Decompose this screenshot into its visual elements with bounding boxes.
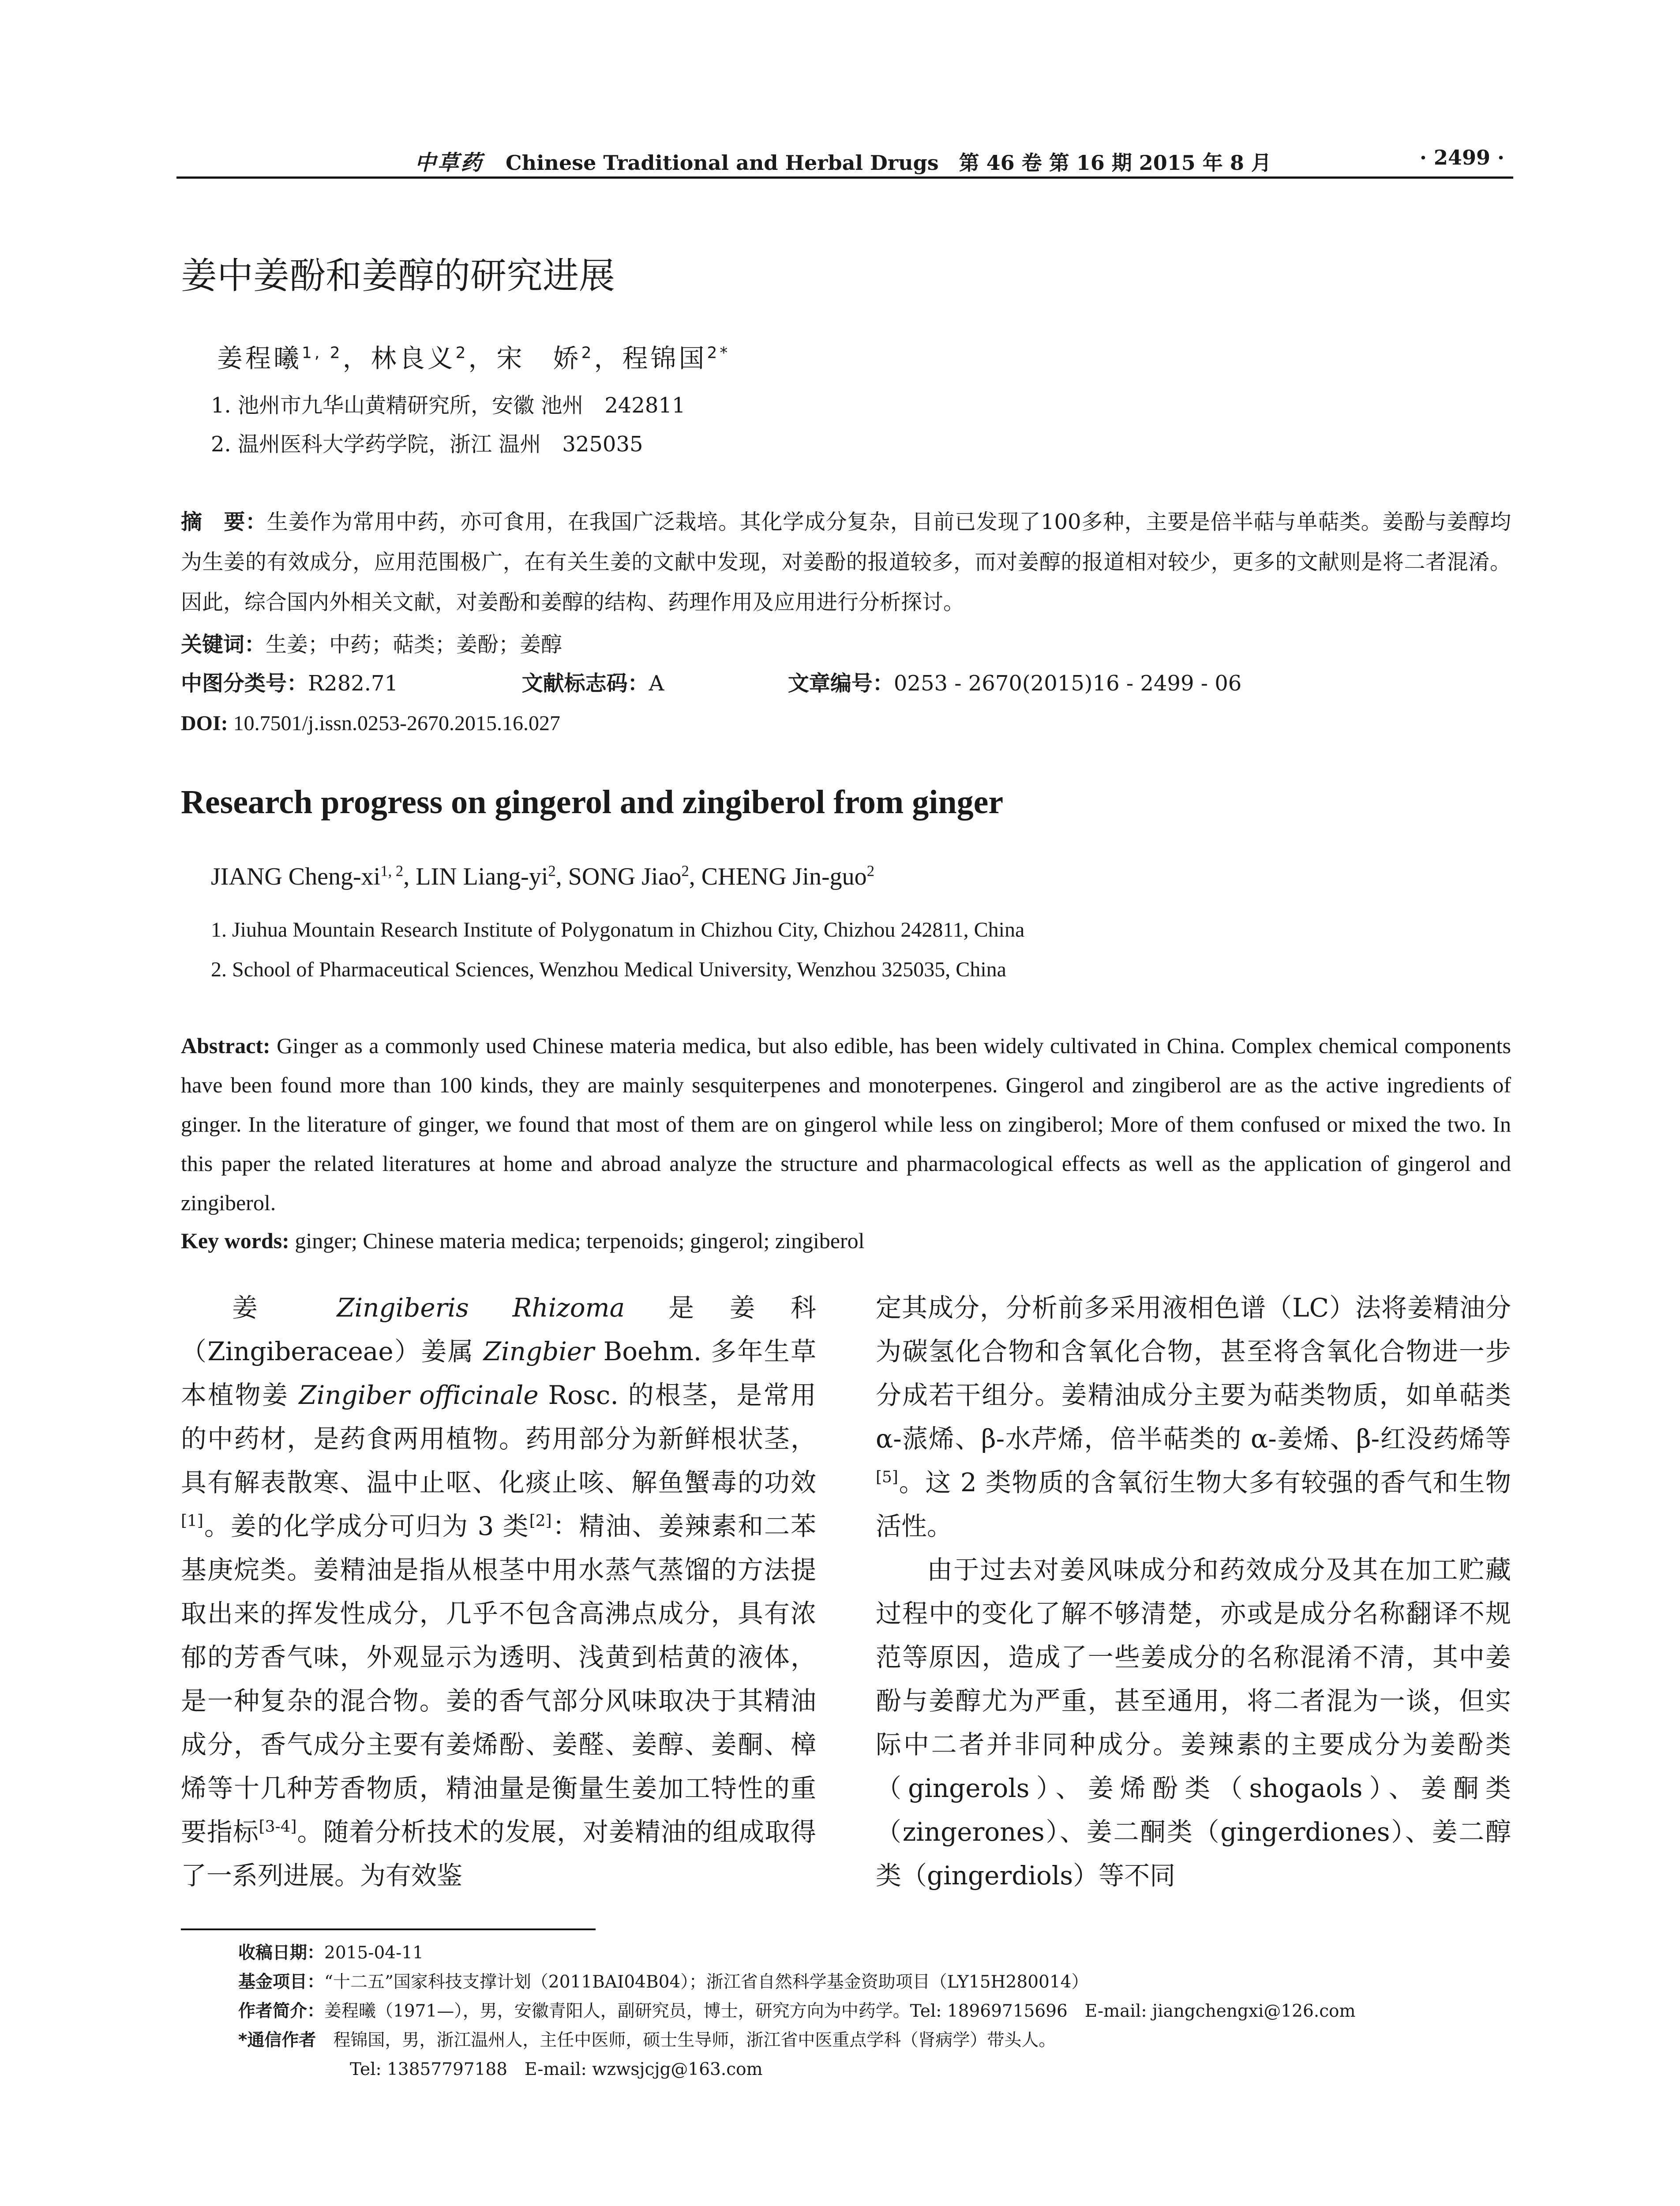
citation: [3-4] [259, 1817, 297, 1836]
running-header [176, 140, 1513, 176]
footnote-corresponding [238, 2026, 1518, 2055]
journal-name: Chinese Traditional and Herbal Drugs [506, 151, 939, 175]
doi-label: DOI: [181, 712, 228, 735]
footnote-corresponding-contact: Tel: 13857797188 E-mail: wzwsjcjg@163.com [350, 2060, 763, 2079]
body-text: Boehm. 多年生草本植物姜 [181, 1336, 816, 1410]
latin-name: Zingiber officinale [299, 1380, 539, 1410]
body-paragraph-continued [876, 1286, 1511, 1548]
body-column-right [876, 1286, 1511, 1898]
author-separator: ， [342, 343, 371, 373]
author-affiliation-mark: 2 [866, 862, 875, 880]
citation: [2] [529, 1512, 552, 1530]
footnote-author-bio [238, 1997, 1518, 2026]
doi-row [181, 703, 1511, 743]
author-name: 林良义 [371, 343, 456, 373]
header-rule [176, 176, 1513, 179]
author-affiliation-mark: 1, 2 [302, 344, 343, 362]
footnote-label: 作者简介： [238, 2001, 325, 2021]
issue-info: 第 46 卷 第 16 期 2015 年 8 月 [959, 151, 1271, 175]
affiliation-english-2: 2. School of Pharmaceutical Sciences, Wenzhou Medical University, Wenzhou 325035, China [211, 958, 1006, 981]
footnote-text: 2015-04-11 [324, 1943, 424, 1963]
footnote-fund [238, 1968, 1518, 1997]
page-number: · 2499 · [1419, 146, 1504, 169]
author-name: 宋 娇 [496, 343, 581, 373]
footnote-label: *通信作者 [238, 2030, 316, 2050]
abstract-label: 摘 要： [181, 510, 267, 534]
body-text: 是姜科（Zingiberaceae）姜属 [181, 1293, 816, 1366]
footnote-label: 基金项目： [238, 1972, 325, 1992]
footnotes [238, 1939, 1518, 2084]
author-separator: ， [594, 343, 622, 373]
classification-row [181, 664, 1511, 704]
affiliation-chinese-2: 2. 温州医科大学药学院，浙江 温州 325035 [211, 432, 643, 457]
document-code-label: 文献标志码： [521, 671, 649, 696]
clc-value: R282.71 [308, 671, 398, 696]
doi-value: 10.7501/j.issn.0253-2670.2015.16.027 [233, 712, 561, 735]
author-affiliation-mark: 2 [681, 862, 689, 880]
author-name: CHENG Jin-guo [701, 863, 867, 890]
body-paragraph: 由于过去对姜风味成分和药效成分及其在加工贮藏过程中的变化了解不够清楚，亦或是成分名称翻译不规范等原因，造成了一些姜成分的名称混淆不清，其中姜酚与姜醇尤为严重，甚至通用，将二者混为一谈，但实际中二者并非同种成分。姜辣素的主要成分为姜酚类（gingerols）、姜烯酚类（shogaols）、姜酮类（zingerones）、姜二酮类（gingerdiones）、姜二醇类（gingerdiols）等不同 [876, 1555, 1511, 1891]
body-text: ：精油、姜辣素和二苯基庚烷类。姜精油是指从根茎中用水蒸气蒸馏的方法提取出来的挥发性成分，几乎不包含高沸点成分，具有浓郁的芳香气味，外观显示为透明、浅黄到桔黄的液体，是一种复杂的混合物。姜的香气部分风味取决于其精油成分，香气成分主要有姜烯酚、姜醛、姜醇、姜酮、樟烯等十几种芳香物质，精油量是衡量生姜加工特性的重要指标 [181, 1511, 816, 1847]
keywords-label: 关键词： [181, 632, 266, 657]
body-text: 。这 2 类物质的含氧衍生物大多有较强的香气和生物活性。 [876, 1467, 1511, 1541]
document-code-value: A [649, 671, 664, 696]
keywords-text: 生姜；中药；萜类；姜酚；姜醇 [266, 632, 562, 657]
latin-name: Zingbier [483, 1336, 594, 1366]
abstract-english [181, 1026, 1511, 1223]
author-affiliation-mark: 1, 2 [380, 862, 404, 880]
abstract-chinese [181, 502, 1511, 625]
footnote-rule [181, 1928, 596, 1930]
abstract-text: 生姜作为常用中药，亦可食用，在我国广泛栽培。其化学成分复杂，目前已发现了100多种，主要是倍半萜与单萜类。姜酚与姜醇均为生姜的有效成分，应用范围极广，在有关生姜的文献中发现，对姜酚的报道较多，而对姜醇的报道相对较少，更多的文献则是将二者混淆。因此，综合国内外相关文献，对姜酚和姜醇的结构、药理作用及应用进行分析探讨。 [181, 510, 1511, 615]
keywords-label: Key words: [181, 1228, 289, 1253]
author-affiliation-mark: 2 [548, 862, 556, 880]
author-affiliation-mark: 2 [455, 344, 469, 362]
author-separator: ， [468, 343, 497, 373]
body-column-left [181, 1286, 816, 1898]
title-chinese: 姜中姜酚和姜醇的研究进展 [181, 255, 615, 297]
body-text: Rosc. 的根茎，是常用的中药材，是药食两用植物。药用部分为新鲜根状茎，具有解表散寒、温中止呕、化痰止咳、解鱼蟹毒的功效 [181, 1380, 816, 1497]
affiliation-english-1: 1. Jiuhua Mountain Research Institute of Polygonatum in Chizhou City, Chizhou 242811, China [211, 918, 1025, 942]
footnote-text: 姜程曦（1971—），男，安徽青阳人，副研究员，博士，研究方向为中药学。Tel: 18969715696 E-mail: jiangchengxi@126.com [324, 2001, 1356, 2021]
journal-logo: 中草药 [415, 150, 484, 175]
author-name: LIN Liang-yi [416, 863, 548, 890]
citation: [5] [876, 1468, 898, 1486]
citation: [1] [181, 1512, 203, 1530]
author-affiliation-mark: 2* [707, 344, 731, 362]
author-separator: , [555, 863, 568, 890]
body-text: 。随着分析技术的发展，对姜精油的组成取得了一系列进展。为有效鉴 [181, 1817, 816, 1891]
keywords-chinese [181, 625, 1511, 665]
authors-english [211, 863, 874, 891]
author-name: 姜程曦 [217, 343, 302, 373]
authors-chinese [217, 338, 730, 375]
footnote-text: “十二五”国家科技支撑计划（2011BAI04B04）；浙江省自然科学基金资助项目（LY15H280014） [324, 1972, 1089, 1992]
body-text: 。姜的化学成分可归为 3 类 [203, 1511, 529, 1541]
title-english: Research progress on gingerol and zingiberol from ginger [181, 784, 1004, 821]
author-separator: , [403, 863, 416, 890]
body-paragraph [181, 1286, 816, 1898]
author-name: 程锦国 [622, 343, 707, 373]
footnote-label: 收稿日期： [238, 1943, 325, 1963]
body-text: 定其成分，分析前多采用液相色谱（LC）法将姜精油分为碳氢化合物和含氧化合物，甚至将含氧化合物进一步分成若干组分。姜精油成分主要为萜类物质，如单萜类 α-蒎烯、β-水芹烯，倍半萜类的 α-姜烯、β-红没药烯等 [876, 1293, 1511, 1454]
abstract-text: Ginger as a commonly used Chinese materia medica, but also edible, has been widely cultivated in China. Complex chemical components have been found more than 100 kinds, they are mainly sesquiterpenes and monoterpenes. Gingerol and zingiberol are as the active ingredients of ginger. In the literature of ginger, we found that most of them are on gingerol while less on zingiberol; More of them confused or mixed the two. In this paper the related literatures at home and abroad analyze the structure and pharmacological effects as well as the application of gingerol and zingiberol. [181, 1033, 1511, 1215]
author-name: JIANG Cheng-xi [211, 863, 381, 890]
keywords-text: ginger; Chinese materia medica; terpenoids; gingerol; zingiberol [295, 1228, 865, 1253]
author-separator: , [689, 863, 701, 890]
article-number-label: 文章编号： [788, 671, 894, 696]
footnote-text: 程锦国，男，浙江温州人，主任中医师，硕士生导师，浙江省中医重点学科（肾病学）带头人。 [333, 2030, 1056, 2050]
body-text: 姜 [232, 1293, 337, 1323]
article-number-value: 0253 - 2670(2015)16 - 2499 - 06 [893, 671, 1242, 696]
keywords-english [181, 1221, 1511, 1261]
affiliation-chinese-1: 1. 池州市九华山黄精研究所，安徽 池州 242811 [211, 393, 686, 418]
author-name: SONG Jiao [568, 863, 682, 890]
author-affiliation-mark: 2 [581, 344, 594, 362]
footnote-received [238, 1939, 1518, 1968]
abstract-label: Abstract: [181, 1033, 270, 1058]
clc-label: 中图分类号： [181, 671, 308, 696]
latin-name: Zingiberis Rhizoma [337, 1293, 625, 1323]
